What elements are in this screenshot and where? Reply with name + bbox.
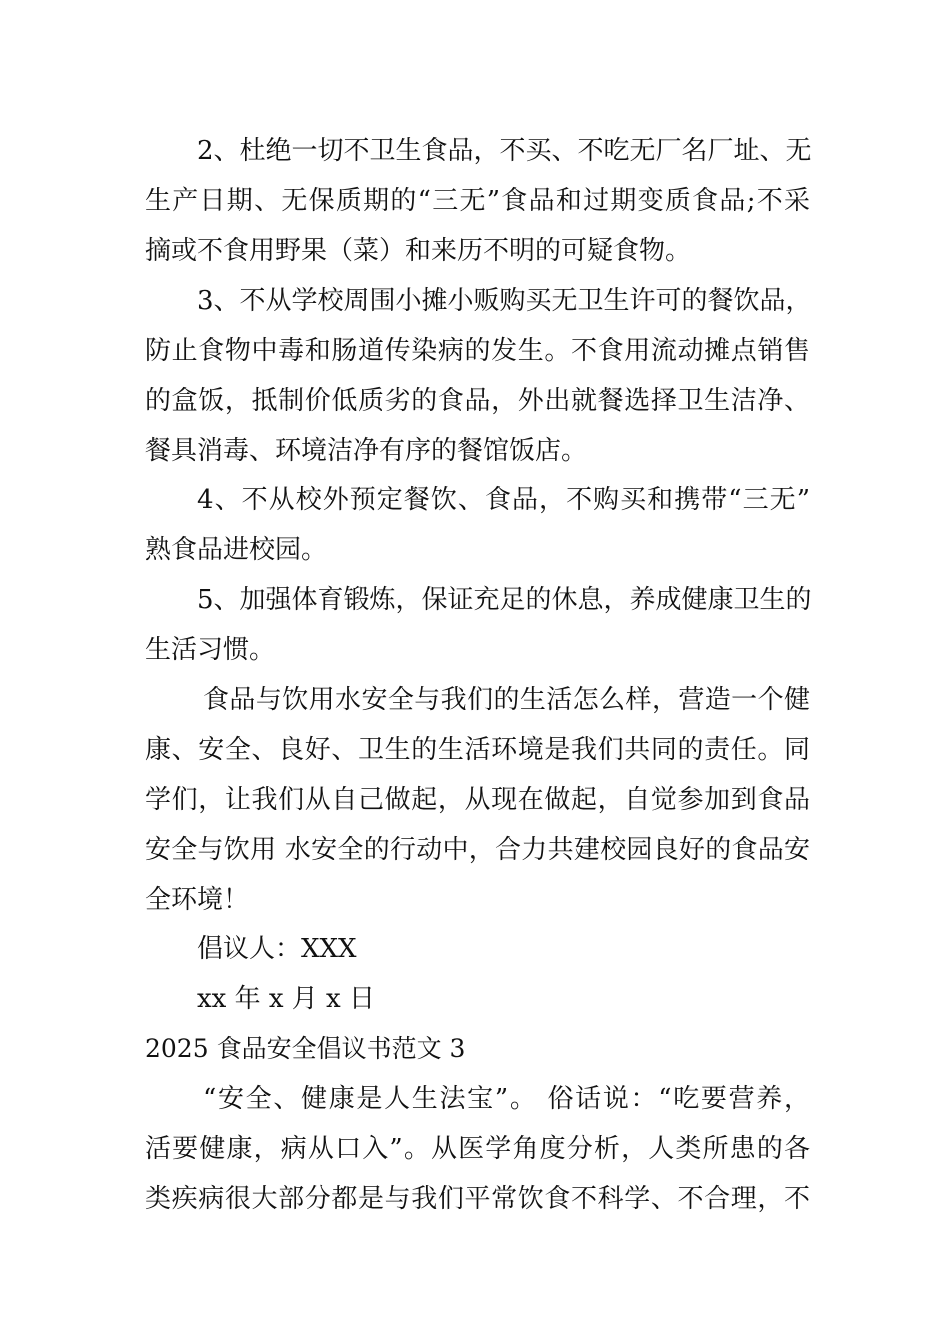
date-line: xx 年 x 月 x 日 xyxy=(197,984,375,1014)
section-3-line-1: “安全、健康是人生法宝”。 俗话说：“吃要营养， xyxy=(203,1084,810,1114)
paragraph-3-line-3: 的盒饭，抵制价低质劣的食品，外出就餐选择卫生洁净、 xyxy=(145,386,810,416)
closing-paragraph-line-3: 学们，让我们从自己做起，从现在做起，自觉参加到食品 xyxy=(145,785,810,815)
paragraph-2-line-3: 摘或不食用野果（菜）和来历不明的可疑食物。 xyxy=(145,236,692,266)
closing-paragraph-line-1: 食品与饮用水安全与我们的生活怎么样，营造一个健 xyxy=(203,685,810,715)
initiator-line: 倡议人：XXX xyxy=(197,934,357,964)
paragraph-2-line-1: 2、杜绝一切不卫生食品，不买、不吃无厂名厂址、无 xyxy=(197,136,812,166)
section-3-line-2: 活要健康，病从口入”。从医学角度分析，人类所患的各 xyxy=(145,1134,810,1164)
paragraph-2-line-2: 生产日期、无保质期的“三无”食品和过期变质食品;不采 xyxy=(145,186,810,216)
paragraph-4-line-1: 4、不从校外预定餐饮、食品，不购买和携带“三无” xyxy=(197,485,810,515)
closing-paragraph-line-2: 康、安全、良好、卫生的生活环境是我们共同的责任。同 xyxy=(145,735,810,765)
section-3-line-3: 类疾病很大部分都是与我们平常饮食不科学、不合理，不 xyxy=(145,1184,810,1214)
paragraph-5-line-1: 5、加强体育锻炼，保证充足的休息，养成健康卫生的 xyxy=(197,585,812,615)
paragraph-3-line-1: 3、不从学校周围小摊小贩购买无卫生许可的餐饮品， xyxy=(197,286,812,316)
closing-paragraph-line-5: 全环境！ xyxy=(145,885,250,915)
paragraph-3-line-2: 防止食物中毒和肠道传染病的发生。不食用流动摊点销售 xyxy=(145,336,810,366)
paragraph-4-line-2: 熟食品进校园。 xyxy=(145,535,328,565)
paragraph-5-line-2: 生活习惯。 xyxy=(145,635,276,665)
closing-paragraph-line-4: 安全与饮用 水安全的行动中，合力共建校园良好的食品安 xyxy=(145,835,810,865)
paragraph-3-line-4: 餐具消毒、环境洁净有序的餐馆饭店。 xyxy=(145,436,588,466)
section-heading: 2025 食品安全倡议书范文 3 xyxy=(145,1034,466,1063)
